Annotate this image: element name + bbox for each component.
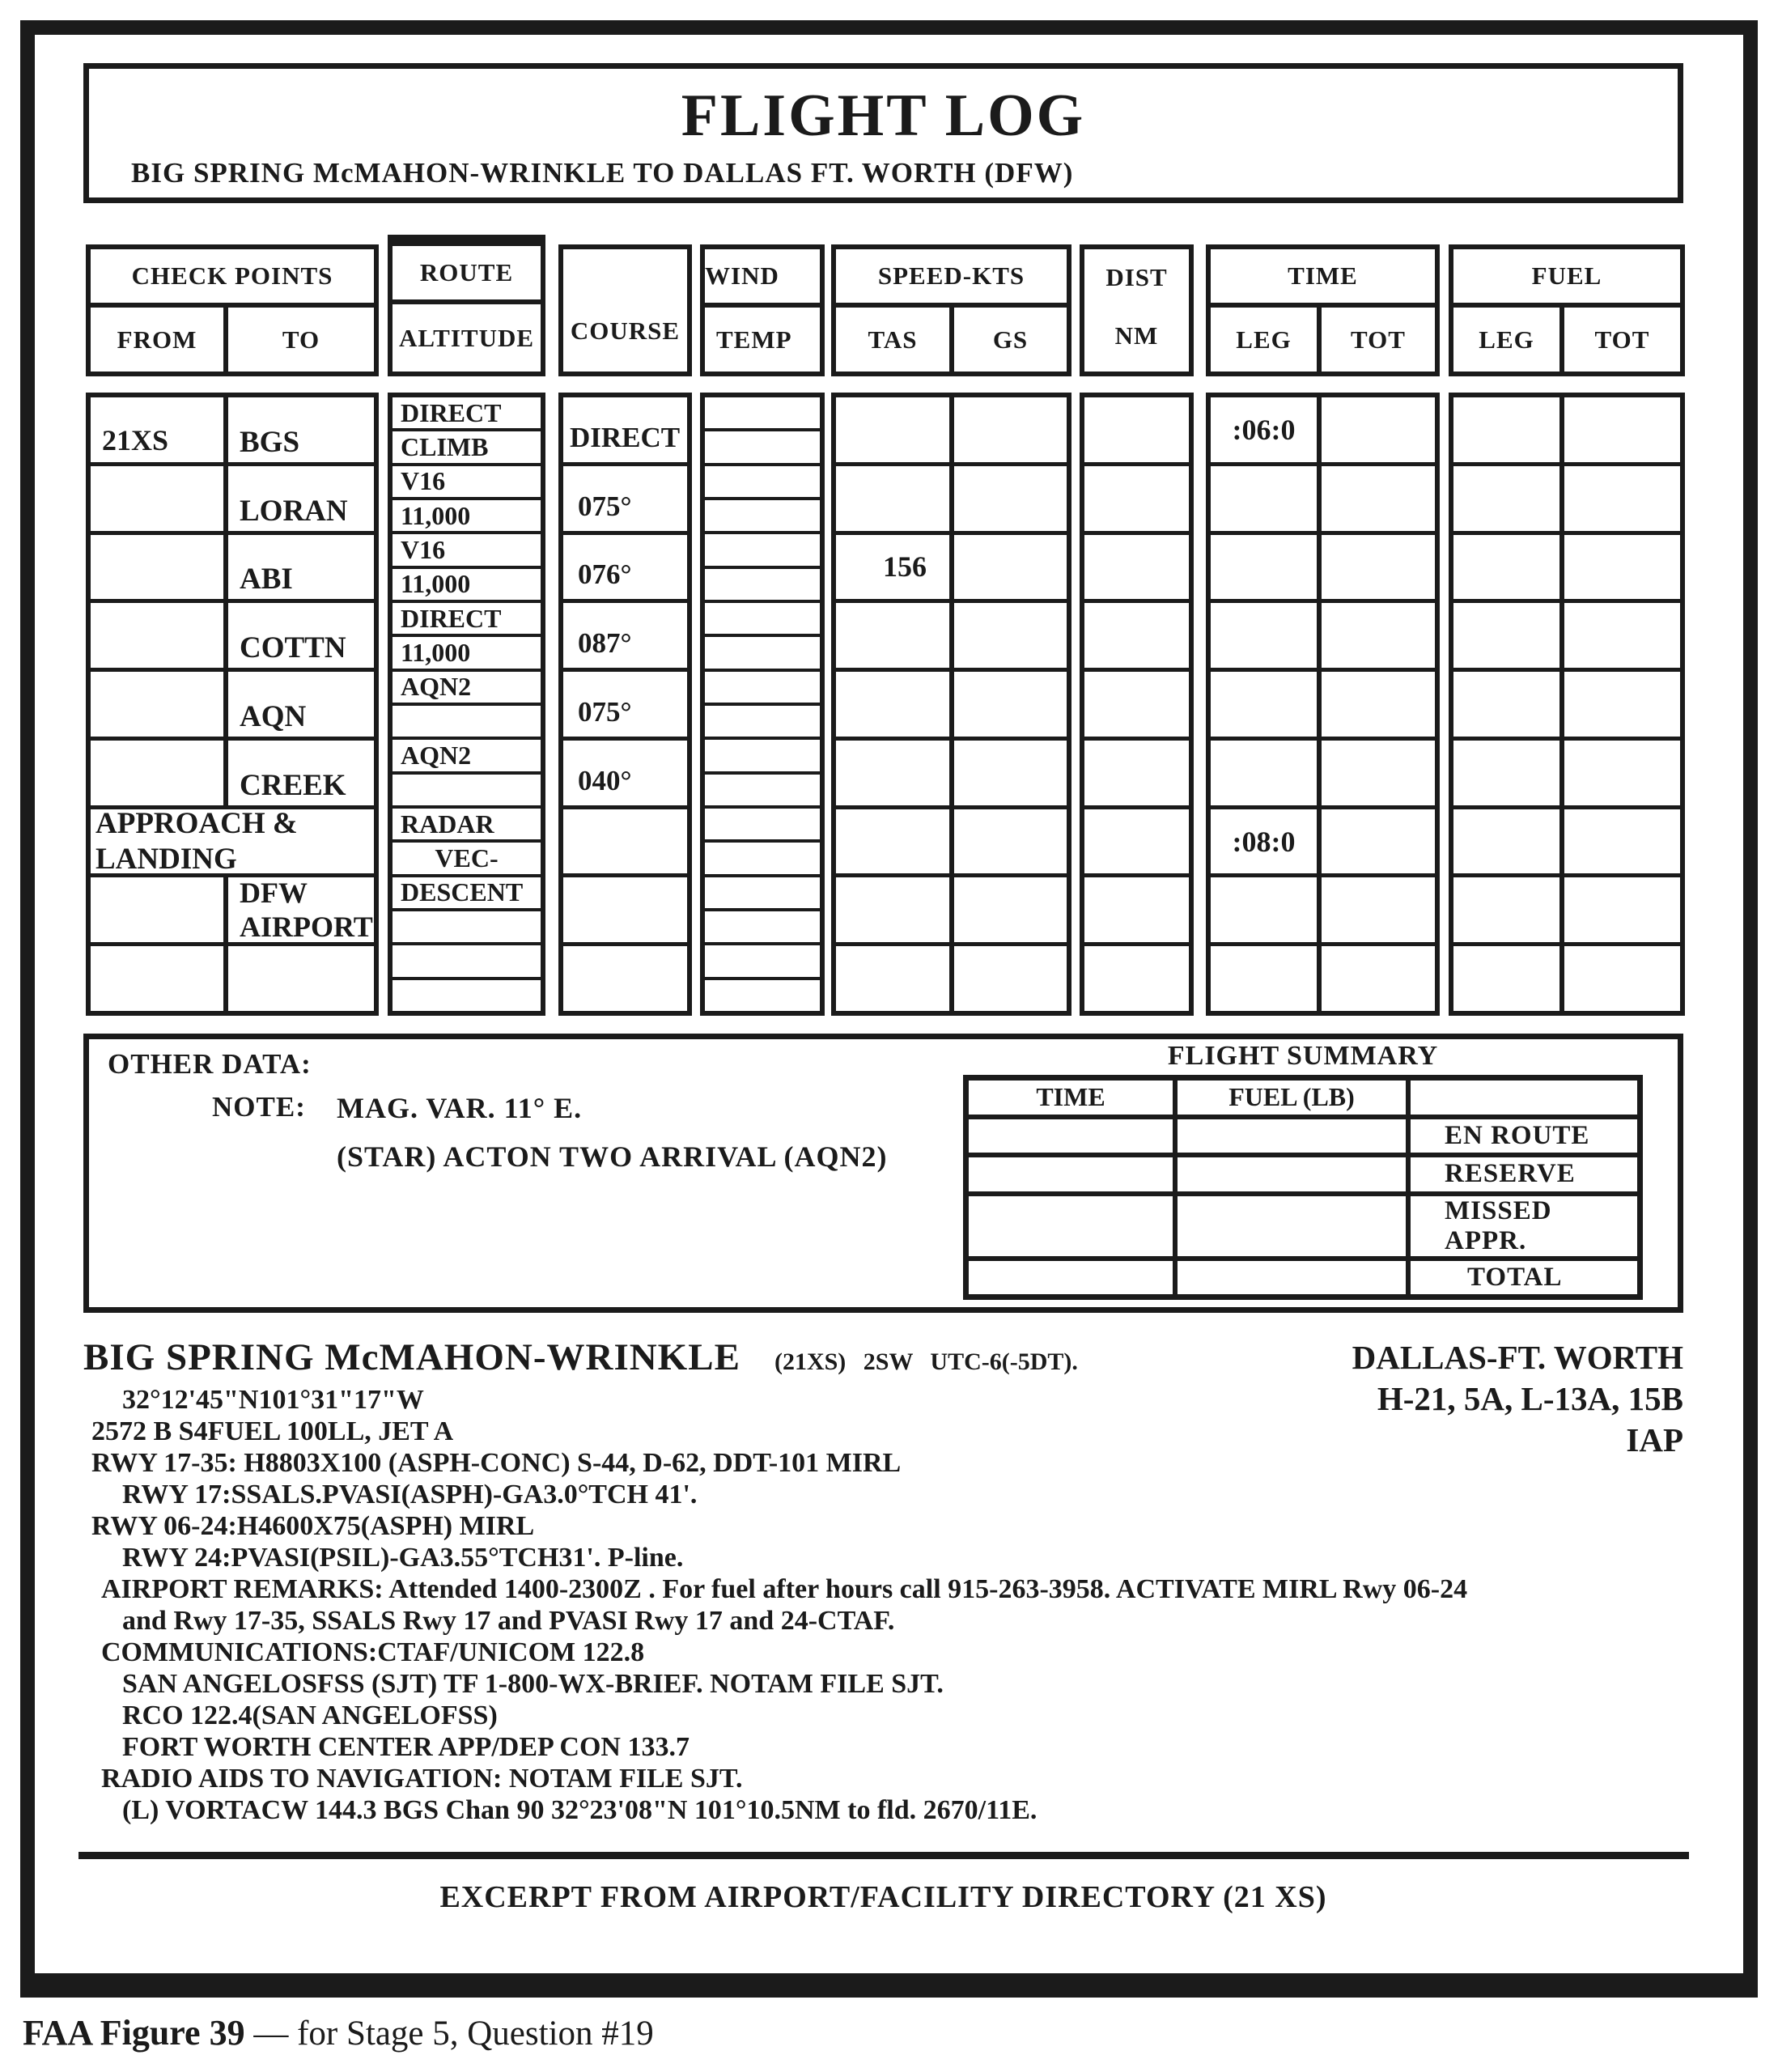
- from-cell: [91, 877, 228, 942]
- route-header: [388, 235, 545, 376]
- directory-line: RWY 06-24:H4600X75(ASPH) MIRL: [91, 1511, 535, 1541]
- directory-line: (L) VORTACW 144.3 BGS Chan 90 32°23'08"N 101°10.5NM to fld. 2670/11E.: [122, 1795, 1038, 1825]
- course-cell: DIRECT: [570, 421, 681, 453]
- summary-time-header: TIME: [969, 1081, 1178, 1115]
- directory-line: FORT WORTH CENTER APP/DEP CON 133.7: [122, 1732, 690, 1762]
- route-cell: 11,000: [393, 566, 541, 600]
- flight-summary-title: FLIGHT SUMMARY: [1167, 1041, 1439, 1071]
- checkpoint-row-approach: [91, 805, 374, 874]
- nm-header: NM: [1114, 321, 1159, 350]
- to-cell: LORAN: [240, 494, 348, 528]
- time-header-label: TIME: [1211, 249, 1435, 308]
- course-cell: 087°: [578, 627, 632, 660]
- summary-row: [969, 1256, 1637, 1295]
- summary-row: [969, 1153, 1637, 1191]
- to-cell: [228, 946, 374, 1011]
- from-cell: [91, 603, 228, 668]
- note-line1: MAG. VAR. 11° E.: [337, 1092, 583, 1124]
- dist-body: [1080, 393, 1194, 1016]
- dist-cell: [1084, 535, 1189, 600]
- wind-header-label: WIND: [705, 249, 820, 308]
- fuel-leg-cell: [1453, 877, 1564, 942]
- temp-header: TEMP: [716, 325, 792, 354]
- summary-row-label: EN ROUTE: [1445, 1120, 1590, 1150]
- time-tot-cell: [1322, 672, 1435, 737]
- dist-cell: [1084, 397, 1189, 462]
- directory-line: AIRPORT REMARKS: Attended 1400-2300Z . For fuel after hours call 915-263-3958. ACTIVATE MIRL Rwy 06-24: [101, 1574, 1468, 1604]
- time-body: [1206, 393, 1440, 1016]
- checkpoint-row: [91, 531, 374, 600]
- fuel-tot-cell: [1564, 397, 1680, 462]
- wind-cell: [705, 977, 820, 1011]
- excerpt-caption: EXCERPT FROM AIRPORT/FACILITY DIRECTORY (21 XS): [439, 1880, 1327, 1914]
- wind-cell: [705, 908, 820, 942]
- directory-line: RWY 17:SSALS.PVASI(ASPH)-GA3.0°TCH 41'.: [122, 1480, 698, 1509]
- directory-heading: [83, 1335, 1241, 1379]
- course-cell: 075°: [578, 490, 632, 522]
- route-cell: DIRECT: [401, 397, 502, 427]
- dist-header: [1080, 244, 1194, 376]
- dist-cell: [1084, 672, 1189, 737]
- wind-cell: [705, 703, 820, 737]
- tas-cell: [836, 741, 954, 805]
- note-line2: (STAR) ACTON TWO ARRIVAL (AQN2): [337, 1140, 888, 1173]
- time-tot-header: TOT: [1351, 325, 1406, 354]
- route-cell: DESCENT: [393, 874, 541, 908]
- checkpoint-row: [91, 668, 374, 737]
- summary-fuel-cell: [1178, 1261, 1411, 1295]
- checkpoint-row: [91, 462, 374, 531]
- fuel-tot-header: TOT: [1594, 325, 1650, 354]
- to-cell: ABI: [240, 563, 293, 597]
- approach-landing-cell: [91, 806, 374, 876]
- fuel-tot-cell: [1564, 877, 1680, 942]
- route-cell: [393, 703, 541, 737]
- checkpoints-header: [86, 244, 379, 376]
- fuel-leg-cell: [1453, 741, 1564, 805]
- from-cell: [91, 741, 228, 805]
- gs-cell: [954, 535, 1067, 600]
- from-cell: [91, 946, 228, 1011]
- directory-line: SAN ANGELOSFSS (SJT) TF 1-800-WX-BRIEF. NOTAM FILE SJT.: [122, 1669, 944, 1699]
- summary-row-label: RESERVE: [1445, 1159, 1576, 1189]
- fuel-leg-cell: [1453, 535, 1564, 600]
- other-data-label: OTHER DATA:: [108, 1048, 312, 1080]
- summary-fuel-cell: [1178, 1157, 1411, 1191]
- time-leg-cell: [1211, 603, 1322, 668]
- time-tot-cell: [1322, 603, 1435, 668]
- fuel-body: [1449, 393, 1685, 1016]
- checkpoint-row: [91, 873, 374, 942]
- fuel-tot-cell: [1564, 809, 1680, 874]
- directory-line: RADIO AIDS TO NAVIGATION: NOTAM FILE SJT.: [101, 1764, 743, 1794]
- wind-cell: [705, 942, 820, 976]
- airport-name: BIG SPRING McMAHON-WRINKLE: [83, 1336, 740, 1378]
- summary-fuel-cell: [1178, 1119, 1411, 1153]
- summary-header-row: [969, 1081, 1637, 1115]
- summary-row: [969, 1115, 1637, 1153]
- course-cell: [563, 946, 687, 1011]
- speed-header: [831, 244, 1071, 376]
- fuel-leg-cell: [1453, 397, 1564, 462]
- fuel-leg-cell: [1453, 603, 1564, 668]
- wind-body: [700, 393, 825, 1016]
- fuel-tot-cell: [1564, 535, 1680, 600]
- course-body: [558, 393, 692, 1016]
- wind-cell: [705, 874, 820, 908]
- to-header: TO: [282, 325, 320, 354]
- dist-cell: [1084, 946, 1189, 1011]
- summary-label-header: [1411, 1081, 1637, 1115]
- route-cell: 11,000: [393, 634, 541, 668]
- course-cell: 075°: [578, 695, 632, 728]
- route-cell: AQN2: [393, 737, 541, 771]
- approach-line2: LANDING: [95, 842, 237, 876]
- to-cell: CREEK: [240, 768, 346, 802]
- wind-cell: [705, 805, 820, 839]
- route-header-label: ROUTE: [393, 246, 541, 304]
- time-leg-cell: [1211, 946, 1322, 1011]
- time-leg-cell: [1211, 672, 1322, 737]
- time-tot-cell: [1322, 397, 1435, 462]
- gs-header: GS: [992, 325, 1029, 354]
- tas-cell: 156: [836, 535, 954, 600]
- time-tot-cell: [1322, 877, 1435, 942]
- dfw-line1: DFW: [240, 877, 308, 910]
- checkpoint-row: [91, 397, 374, 462]
- route-cell: VEC-: [393, 839, 541, 873]
- flight-summary-table: [963, 1075, 1643, 1300]
- wind-cell: [705, 839, 820, 873]
- tas-cell: [836, 946, 954, 1011]
- gs-cell: [954, 603, 1067, 668]
- fuel-leg-header: LEG: [1453, 308, 1564, 372]
- from-cell: [91, 535, 228, 600]
- fuel-tot-cell: [1564, 466, 1680, 531]
- time-tot-cell: [1322, 946, 1435, 1011]
- summary-time-cell: [969, 1119, 1178, 1153]
- wind-cell: [705, 600, 820, 634]
- fuel-tot-cell: [1564, 672, 1680, 737]
- dist-cell: [1084, 603, 1189, 668]
- tas-cell: [836, 397, 954, 462]
- route-body: [388, 393, 545, 1016]
- dist-cell: [1084, 466, 1189, 531]
- title-box: [83, 63, 1683, 203]
- route-cell: AQN2: [393, 669, 541, 703]
- wind-cell: [705, 771, 820, 805]
- wind-cell: [705, 463, 820, 497]
- course-cell: 040°: [578, 764, 632, 796]
- note-label: NOTE:: [212, 1091, 306, 1123]
- to-cell: BGS: [240, 425, 300, 459]
- to-cell-dfw: [228, 877, 374, 942]
- figure-caption: [23, 2012, 654, 2053]
- summary-time-cell: [969, 1196, 1178, 1256]
- tas-cell: [836, 672, 954, 737]
- summary-row-label: TOTAL: [1467, 1262, 1563, 1292]
- fuel-tot-cell: [1564, 741, 1680, 805]
- directory-line: RWY 17-35: H8803X100 (ASPH-CONC) S-44, D-62, DDT-101 MIRL: [91, 1448, 902, 1478]
- course-cell: [563, 877, 687, 942]
- gs-cell: [954, 809, 1067, 874]
- route-cell: V16: [393, 531, 541, 565]
- wind-cell: [705, 397, 820, 428]
- dist-cell: [1084, 809, 1189, 874]
- route-cell: CLIMB: [393, 428, 541, 462]
- directory-line: RWY 24:PVASI(PSIL)-GA3.55°TCH31'. P-line.: [122, 1543, 684, 1573]
- route-cell: RADAR: [393, 805, 541, 839]
- route-cell: 11,000: [393, 497, 541, 531]
- fuel-leg-cell: [1453, 809, 1564, 874]
- tas-cell: [836, 809, 954, 874]
- fuel-header: [1449, 244, 1685, 376]
- route-cell: DIRECT: [393, 600, 541, 634]
- destination-charts: H-21, 5A, L-13A, 15B: [1377, 1380, 1683, 1417]
- wind-header: [700, 244, 825, 376]
- checkpoint-row: [91, 737, 374, 805]
- wind-cell: [705, 497, 820, 531]
- figure-number: FAA Figure 39: [23, 2013, 245, 2053]
- wind-cell: [705, 566, 820, 600]
- course-header: [558, 244, 692, 376]
- course-header-label: COURSE: [570, 316, 681, 345]
- tas-cell: [836, 603, 954, 668]
- fuel-tot-cell: [1564, 946, 1680, 1011]
- checkpoints-header-label: CHECK POINTS: [91, 249, 374, 308]
- page-subtitle: BIG SPRING McMAHON-WRINKLE TO DALLAS FT. WORTH (DFW): [131, 157, 1074, 189]
- time-tot-cell: [1322, 535, 1435, 600]
- summary-row-label: MISSED APPR.: [1445, 1195, 1552, 1255]
- from-header: FROM: [91, 308, 228, 372]
- time-tot-cell: [1322, 466, 1435, 531]
- time-leg-cell: [1211, 877, 1322, 942]
- divider-rule: [79, 1852, 1689, 1859]
- tas-cell: [836, 877, 954, 942]
- altitude-header: ALTITUDE: [398, 323, 535, 352]
- dist-cell: [1084, 741, 1189, 805]
- fuel-header-label: FUEL: [1453, 249, 1680, 308]
- checkpoints-body: [86, 393, 379, 1016]
- directory-line: 32°12'45"N101°31"17"W: [122, 1385, 424, 1415]
- course-cell: 076°: [578, 558, 632, 591]
- from-cell: [91, 672, 228, 737]
- directory-line: 2572 B S4FUEL 100LL, JET A: [91, 1416, 454, 1446]
- checkpoint-row: [91, 599, 374, 668]
- tas-header: TAS: [836, 308, 954, 372]
- route-cell: [393, 977, 541, 1011]
- destination-iap: IAP: [1626, 1421, 1683, 1458]
- summary-fuel-cell: [1178, 1196, 1411, 1256]
- route-cell: V16: [393, 463, 541, 497]
- time-leg-cell: [1211, 535, 1322, 600]
- fuel-leg-cell: [1453, 946, 1564, 1011]
- time-tot-cell: [1322, 809, 1435, 874]
- route-cell: [393, 908, 541, 942]
- summary-fuel-header: FUEL (LB): [1178, 1081, 1411, 1115]
- dist-cell: [1084, 877, 1189, 942]
- time-leg-cell: :06:0: [1211, 397, 1322, 462]
- speed-header-label: SPEED-KTS: [836, 249, 1067, 308]
- fuel-tot-cell: [1564, 603, 1680, 668]
- summary-time-cell: [969, 1157, 1178, 1191]
- wind-cell: [705, 669, 820, 703]
- directory-line: COMMUNICATIONS:CTAF/UNICOM 122.8: [101, 1637, 645, 1667]
- route-cell: [393, 942, 541, 976]
- course-cell: [563, 809, 687, 874]
- wind-cell: [705, 428, 820, 462]
- checkpoint-row: [91, 942, 374, 1011]
- wind-cell: [705, 531, 820, 565]
- destination-name: DALLAS-FT. WORTH: [1352, 1339, 1683, 1376]
- directory-line: RCO 122.4(SAN ANGELOFSS): [122, 1700, 498, 1730]
- wind-cell: [705, 737, 820, 771]
- gs-cell: [954, 466, 1067, 531]
- time-header: [1206, 244, 1440, 376]
- time-leg-cell: [1211, 466, 1322, 531]
- from-cell: 21XS: [91, 397, 228, 462]
- wind-cell: [705, 634, 820, 668]
- tas-cell: [836, 466, 954, 531]
- gs-cell: [954, 397, 1067, 462]
- figure-caption-text: — for Stage 5, Question #19: [244, 2015, 654, 2053]
- gs-cell: [954, 672, 1067, 737]
- to-cell: AQN: [240, 699, 307, 733]
- time-leg-cell: :08:0: [1211, 809, 1322, 874]
- gs-cell: [954, 946, 1067, 1011]
- directory-text: [83, 1384, 1690, 1826]
- dist-header-label: DIST: [1105, 263, 1168, 291]
- summary-row: [969, 1191, 1637, 1256]
- approach-line1: APPROACH &: [95, 806, 298, 840]
- fuel-leg-cell: [1453, 466, 1564, 531]
- time-leg-cell: [1211, 741, 1322, 805]
- from-cell: [91, 466, 228, 531]
- summary-time-cell: [969, 1261, 1178, 1295]
- fuel-leg-cell: [1453, 672, 1564, 737]
- dfw-line2: AIRPORT: [240, 911, 373, 944]
- to-cell: COTTN: [240, 631, 346, 665]
- airport-meta: (21XS) 2SW UTC-6(-5DT).: [774, 1348, 1078, 1375]
- page-title: FLIGHT LOG: [681, 83, 1086, 149]
- speed-body: [831, 393, 1071, 1016]
- directory-line: and Rwy 17-35, SSALS Rwy 17 and PVASI Rwy 17 and 24-CTAF.: [122, 1606, 895, 1636]
- route-cell: [393, 771, 541, 805]
- time-tot-cell: [1322, 741, 1435, 805]
- gs-cell: [954, 877, 1067, 942]
- time-leg-header: LEG: [1211, 308, 1322, 372]
- gs-cell: [954, 741, 1067, 805]
